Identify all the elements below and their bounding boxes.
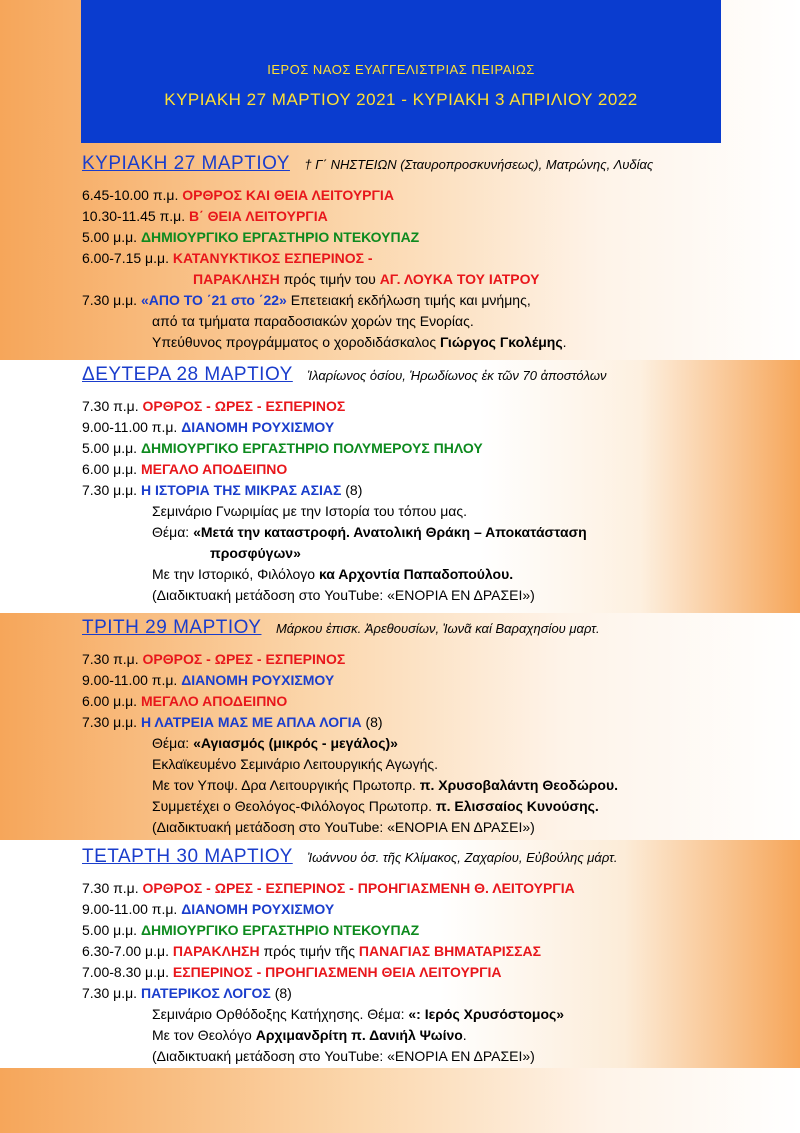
detail-text: Υπεύθυνος προγράμματος ο χοροδιδάσκαλος bbox=[152, 334, 440, 350]
event-text: πρός τιμήν τῆς bbox=[259, 943, 359, 959]
time: 7.30 μ.μ. bbox=[82, 292, 138, 308]
schedule-line bbox=[82, 878, 782, 899]
detail-line bbox=[82, 1004, 782, 1025]
day-title: ΤΡΙΤΗ 29 ΜΑΡΤΙΟΥ bbox=[82, 617, 262, 638]
time: 5.00 μ.μ. bbox=[82, 440, 138, 456]
event: ΠΑΤΕΡΙΚΟΣ ΛΟΓΟΣ bbox=[140, 985, 271, 1001]
event-number: (8) bbox=[361, 714, 383, 730]
time: 7.30 μ.μ. bbox=[82, 985, 138, 1001]
time: 9.00-11.00 π.μ. bbox=[82, 419, 178, 435]
detail-text: Θέμα: bbox=[152, 735, 194, 751]
detail-text: Με την Ιστορικό, Φιλόλογο bbox=[152, 566, 319, 582]
person-name: Αρχιμανδρίτη π. Δανιήλ Ψωίνο bbox=[255, 1027, 463, 1043]
schedule-line bbox=[82, 983, 782, 1004]
detail-text: . bbox=[562, 334, 567, 350]
background-band bbox=[0, 1068, 800, 1133]
event: ΜΕΓΑΛΟ ΑΠΟΔΕΙΠΝΟ bbox=[140, 461, 288, 477]
detail-line: από τα τμήματα παραδοσιακών χορών της Ενορίας. bbox=[152, 313, 474, 329]
person-name: κα Αρχοντία Παπαδοπούλου. bbox=[318, 566, 514, 582]
event: ΔΙΑΝΟΜΗ ΡΟΥΧΙΣΜΟΥ bbox=[181, 672, 335, 688]
schedule-line bbox=[82, 962, 782, 983]
topic-continued: προσφύγων» bbox=[210, 545, 301, 561]
church-name: ΙΕΡΟΣ ΝΑΟΣ ΕΥΑΓΓΕΛΙΣΤΡΙΑΣ ΠΕΙΡΑΙΩΣ bbox=[267, 62, 535, 77]
saints-of-day: † Γ΄ ΝΗΣΤΕΙΩΝ (Σταυροπροσκυνήσεως), Ματρώνης, Λυδίας bbox=[304, 157, 654, 172]
saints-of-day: Μάρκου ἐπισκ. Ἀρεθουσίων, Ἰωνᾶ καί Βαραχησίου μαρτ. bbox=[275, 621, 600, 636]
time: 6.00 μ.μ. bbox=[82, 461, 138, 477]
saints-of-day: Ἰωάννου ὁσ. τῆς Κλίμακος, Ζαχαρίου, Εὐβούλης μάρτ. bbox=[307, 850, 618, 865]
time: 10.30-11.45 π.μ. bbox=[82, 208, 186, 224]
time: 6.00-7.15 μ.μ. bbox=[82, 250, 169, 266]
day-header bbox=[82, 153, 782, 179]
broadcast-note: (Διαδικτυακή μετάδοση στο YouTube: «ΕΝΟΡΙΑ ΕΝ ΔΡΑΣΕΙ») bbox=[152, 1048, 535, 1064]
event: ΠΑΡΑΚΛΗΣΗ bbox=[172, 943, 260, 959]
schedule-line bbox=[82, 248, 782, 269]
event: ΔΙΑΝΟΜΗ ΡΟΥΧΙΣΜΟΥ bbox=[181, 419, 335, 435]
detail-line bbox=[82, 1025, 782, 1046]
event: ΑΓ. ΛΟΥΚΑ ΤΟΥ ΙΑΤΡΟΥ bbox=[379, 271, 540, 287]
time: 6.30-7.00 μ.μ. bbox=[82, 943, 169, 959]
schedule-line bbox=[82, 438, 782, 459]
person-name: Γιώργος Γκολέμης bbox=[439, 334, 563, 350]
detail-line: Σεμινάριο Γνωριμίας με την Ιστορία του τόπου μας. bbox=[152, 503, 468, 519]
schedule-line bbox=[82, 899, 782, 920]
detail-text: Θέμα: bbox=[152, 524, 194, 540]
detail-text: Με τον Θεολόγο bbox=[152, 1027, 256, 1043]
topic: «: Ιερός Χρυσόστομος» bbox=[408, 1006, 565, 1022]
person-name: π. Χρυσοβαλάντη Θεοδώρου. bbox=[419, 777, 619, 793]
schedule-line bbox=[82, 459, 782, 480]
time: 5.00 μ.μ. bbox=[82, 229, 138, 245]
schedule-line bbox=[82, 269, 782, 290]
schedule-line bbox=[82, 206, 782, 227]
date-range: ΚΥΡΙΑΚΗ 27 ΜΑΡΤΙΟΥ 2021 - ΚΥΡΙΑΚΗ 3 ΑΠΡΙΛΙΟΥ 2022 bbox=[164, 90, 638, 109]
event: ΔΗΜΙΟΥΡΓΙΚΟ ΕΡΓΑΣΤΗΡΙΟ ΠΟΛΥΜΕΡΟΥΣ ΠΗΛΟΥ bbox=[140, 440, 483, 456]
event: ΟΡΘΡΟΣ - ΩΡΕΣ - ΕΣΠΕΡΙΝΟΣ bbox=[142, 398, 346, 414]
schedule-line bbox=[82, 227, 782, 248]
time: 7.30 π.μ. bbox=[82, 651, 139, 667]
detail-text: Με τον Υποψ. Δρα Λειτουργικής Πρωτοπρ. bbox=[152, 777, 420, 793]
day-header bbox=[82, 364, 782, 390]
schedule-line bbox=[82, 670, 782, 691]
schedule-line bbox=[82, 417, 782, 438]
schedule-line bbox=[82, 920, 782, 941]
time: 5.00 μ.μ. bbox=[82, 922, 138, 938]
schedule-line bbox=[82, 649, 782, 670]
detail-line bbox=[82, 775, 782, 796]
event: ΠΑΝΑΓΙΑΣ ΒΗΜΑΤΑΡΙΣΣΑΣ bbox=[358, 943, 541, 959]
event-text: πρός τιμήν του bbox=[279, 271, 380, 287]
event-text: Επετειακή εκδήλωση τιμής και μνήμης, bbox=[286, 292, 531, 308]
event-number: (8) bbox=[341, 482, 363, 498]
day-title: ΔΕΥΤΕΡΑ 28 ΜΑΡΤΙΟΥ bbox=[82, 364, 293, 385]
time: 6.00 μ.μ. bbox=[82, 693, 138, 709]
header-banner bbox=[81, 0, 721, 143]
broadcast-note: (Διαδικτυακή μετάδοση στο YouTube: «ΕΝΟΡΙΑ ΕΝ ΔΡΑΣΕΙ») bbox=[152, 587, 535, 603]
day-section-sunday bbox=[82, 153, 782, 353]
detail-text: Σεμινάριο Ορθόδοξης Κατήχησης. Θέμα: bbox=[152, 1006, 409, 1022]
event: ΚΑΤΑΝΥΚΤΙΚΟΣ ΕΣΠΕΡΙΝΟΣ - bbox=[172, 250, 373, 266]
detail-line bbox=[82, 733, 782, 754]
topic: «Μετά την καταστροφή. Ανατολική Θράκη – Αποκατάσταση bbox=[193, 524, 587, 540]
day-section-wednesday bbox=[82, 846, 782, 1067]
schedule-line bbox=[82, 480, 782, 501]
event: ΟΡΘΡΟΣ - ΩΡΕΣ - ΕΣΠΕΡΙΝΟΣ bbox=[142, 651, 346, 667]
event: Η ΙΣΤΟΡΙΑ ΤΗΣ ΜΙΚΡΑΣ ΑΣΙΑΣ bbox=[140, 482, 342, 498]
saints-of-day: Ἱλαρίωνος ὁσίου, Ἡρωδίωνος ἐκ τῶν 70 ἀποστόλων bbox=[307, 368, 607, 383]
detail-line bbox=[82, 796, 782, 817]
event: ΠΑΡΑΚΛΗΣΗ bbox=[193, 271, 280, 287]
schedule-line bbox=[82, 396, 782, 417]
detail-text: Συμμετέχει ο Θεολόγος-Φιλόλογος Πρωτοπρ. bbox=[152, 798, 436, 814]
day-header bbox=[82, 846, 782, 872]
topic: «Αγιασμός (μικρός - μεγάλος)» bbox=[193, 735, 398, 751]
schedule-line bbox=[82, 712, 782, 733]
event: ΔΗΜΙΟΥΡΓΙΚΟ ΕΡΓΑΣΤΗΡΙΟ ΝΤΕΚΟΥΠΑΖ bbox=[140, 922, 420, 938]
day-header bbox=[82, 617, 782, 643]
event: ΟΡΘΡΟΣ - ΩΡΕΣ - ΕΣΠΕΡΙΝΟΣ - ΠΡΟΗΓΙΑΣΜΕΝΗ Θ. ΛΕΙΤΟΥΡΓΙΑ bbox=[142, 880, 575, 896]
schedule-line bbox=[82, 691, 782, 712]
broadcast-note: (Διαδικτυακή μετάδοση στο YouTube: «ΕΝΟΡΙΑ ΕΝ ΔΡΑΣΕΙ») bbox=[152, 819, 535, 835]
event-number: (8) bbox=[270, 985, 292, 1001]
event: «ΑΠΟ ΤΟ ΄21 στο ΄22» bbox=[140, 292, 287, 308]
event: ΟΡΘΡΟΣ ΚΑΙ ΘΕΙΑ ΛΕΙΤΟΥΡΓΙΑ bbox=[182, 187, 394, 203]
person-name: π. Ελισσαίος Κυνούσης. bbox=[435, 798, 599, 814]
schedule-line bbox=[82, 290, 782, 311]
day-title: ΤΕΤΑΡΤΗ 30 ΜΑΡΤΙΟΥ bbox=[82, 846, 293, 867]
event: Β΄ ΘΕΙΑ ΛΕΙΤΟΥΡΓΙΑ bbox=[188, 208, 328, 224]
time: 7.00-8.30 μ.μ. bbox=[82, 964, 169, 980]
time: 7.30 μ.μ. bbox=[82, 714, 138, 730]
time: 9.00-11.00 π.μ. bbox=[82, 901, 178, 917]
detail-line bbox=[82, 332, 782, 353]
day-section-monday bbox=[82, 364, 782, 606]
time: 9.00-11.00 π.μ. bbox=[82, 672, 178, 688]
event: ΜΕΓΑΛΟ ΑΠΟΔΕΙΠΝΟ bbox=[140, 693, 288, 709]
event: Η ΛΑΤΡΕΙΑ ΜΑΣ ΜΕ ΑΠΛΑ ΛΟΓΙΑ bbox=[140, 714, 362, 730]
schedule-line bbox=[82, 941, 782, 962]
event: ΔΗΜΙΟΥΡΓΙΚΟ ΕΡΓΑΣΤΗΡΙΟ ΝΤΕΚΟΥΠΑΖ bbox=[140, 229, 420, 245]
detail-line bbox=[82, 522, 782, 543]
time: 7.30 π.μ. bbox=[82, 398, 139, 414]
time: 7.30 π.μ. bbox=[82, 880, 139, 896]
schedule-line bbox=[82, 185, 782, 206]
day-title: ΚΥΡΙΑΚΗ 27 ΜΑΡΤΙΟΥ bbox=[82, 153, 290, 174]
time: 7.30 μ.μ. bbox=[82, 482, 138, 498]
detail-line: Εκλαϊκευμένο Σεμινάριο Λειτουργικής Αγωγής. bbox=[152, 756, 438, 772]
time: 6.45-10.00 π.μ. bbox=[82, 187, 179, 203]
day-section-tuesday bbox=[82, 617, 782, 838]
event: ΔΙΑΝΟΜΗ ΡΟΥΧΙΣΜΟΥ bbox=[181, 901, 335, 917]
detail-line bbox=[82, 564, 782, 585]
event: ΕΣΠΕΡΙΝΟΣ - ΠΡΟΗΓΙΑΣΜΕΝΗ ΘΕΙΑ ΛΕΙΤΟΥΡΓΙΑ bbox=[172, 964, 502, 980]
detail-text: . bbox=[462, 1027, 467, 1043]
